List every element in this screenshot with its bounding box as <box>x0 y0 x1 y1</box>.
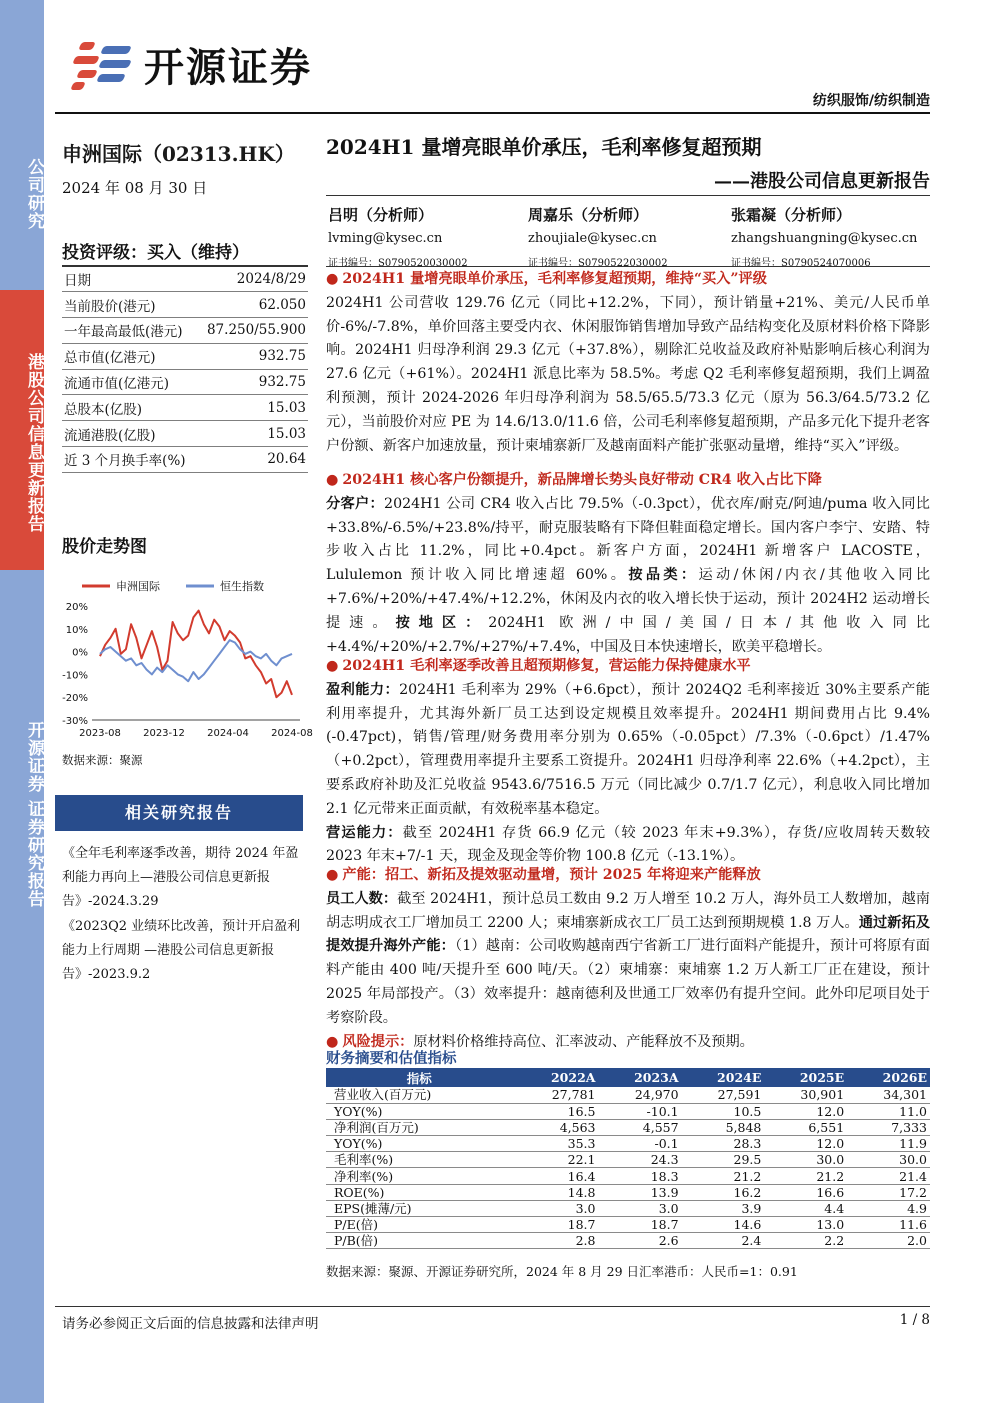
table-row <box>326 1200 930 1216</box>
bullet-icon: ● <box>326 271 339 287</box>
table-cell: 12.0 <box>764 1103 847 1119</box>
row-label: ROE(%) <box>326 1184 515 1200</box>
metric-label: 流通市值(亿港元) <box>62 369 197 395</box>
bullet-icon: ● <box>326 472 339 488</box>
metric-row <box>62 447 308 473</box>
table-cell: 30.0 <box>847 1152 930 1168</box>
y-tick-label: 20% <box>65 602 88 613</box>
table-cell: -10.1 <box>598 1103 681 1119</box>
related-report-item[interactable]: 《全年毛利率逐季改善，期待 2024 年盈利能力再向上—港股公司信息更新报告》-2024.3.29 <box>62 846 299 909</box>
table-header-cell: 2022A <box>515 1068 598 1087</box>
report-subtitle: ——港股公司信息更新报告 <box>714 171 930 192</box>
y-tick-label: -10% <box>62 670 88 682</box>
table-cell: 4.4 <box>764 1200 847 1216</box>
table-cell: 30,901 <box>764 1087 847 1103</box>
analyst-cert: 证书编号：S0790524070006 <box>731 258 871 269</box>
brand-logo <box>70 32 312 96</box>
disclaimer-note: 请务必参阅正文后面的信息披露和法律声明 <box>62 1316 319 1332</box>
financial-summary-table <box>326 1068 930 1249</box>
metric-label: 近 3 个月换手率(%) <box>62 447 197 473</box>
table-cell: 35.3 <box>515 1136 598 1152</box>
metric-label: 一年最高最低(港元) <box>62 318 197 344</box>
company-name: 申洲国际（02313.HK） <box>62 142 295 166</box>
section-heading: 2024H1 毛利率逐季改善且超预期修复，营运能力保持健康水平 <box>342 658 751 674</box>
chart-heading: 股价走势图 <box>62 537 147 557</box>
table-cell: 13.9 <box>598 1184 681 1200</box>
table-cell: 30.0 <box>764 1152 847 1168</box>
table-cell: 7,333 <box>847 1119 930 1135</box>
table-cell: 18.7 <box>598 1217 681 1233</box>
financial-table-title: 财务摘要和估值指标 <box>326 1050 457 1067</box>
table-cell: 3.0 <box>598 1200 681 1216</box>
section-heading: 2024H1 量增亮眼单价承压，毛利率修复超预期，维持“买入”评级 <box>342 271 767 287</box>
metric-label: 流通港股(亿股) <box>62 421 197 447</box>
bullet-icon: ● <box>326 1033 339 1050</box>
metric-row <box>62 395 308 421</box>
table-row <box>326 1119 930 1135</box>
paragraph: 2024H1 公司营收 129.76 亿元（同比+12.2%，下同），预计销量+21%、美元/人民币单价-6%/-7.8%，单价回落主要受内衣、休闲服饰销售增加导致产品结构变化及原材料价格下降影响。2024H1 归母净利润 29.3 亿元（+37.8%），剔除汇兑收益及政府补贴影响后核心利润为 27.6 亿元（+61%）。2024H1 派息比率为 58.5%。考虑 Q2 毛利率修复超预期，我们上调盈利预测，预计 2024-2026 年归母净利润为 58.5/65.5/73.3 亿元（原为 56.3/64.5/73.2 亿元），当前股价对应 PE 为 14.6/13.0/11.6 倍，公司毛利率修复超预期，产品多元化下提升老客户份额、新客户加速放量，预计柬埔寨新厂及越南面料产能扩张驱动量增，维持“买入”评级。 <box>326 294 930 454</box>
table-cell: 29.5 <box>682 1152 765 1168</box>
table-header-cell: 2026E <box>847 1068 930 1087</box>
analyst-card <box>731 204 931 269</box>
table-cell: 24.3 <box>598 1152 681 1168</box>
risk-heading: 风险提示： <box>342 1033 414 1050</box>
analyst-name: 吕明（分析师） <box>328 206 434 224</box>
section-rating <box>326 268 930 458</box>
table-cell: 2.6 <box>598 1233 681 1249</box>
table-cell: 22.1 <box>515 1152 598 1168</box>
row-label: 毛利率(%) <box>326 1152 515 1168</box>
metric-label: 日期 <box>62 266 197 292</box>
legend-label: 申洲国际 <box>116 580 160 593</box>
footer-divider <box>55 1306 930 1307</box>
table-cell: 4,563 <box>515 1119 598 1135</box>
band-label-report-type: 港股公司信息更新报告 <box>0 290 44 570</box>
metric-label: 总股本(亿股) <box>62 395 197 421</box>
paragraph: 营运能力：截至 2024H1 存货 66.9 亿元（较 2023 年末+9.3%），存货/应收周转天数较 2023 年末+7/-1 天，现金及现金等价物 100.8 亿元（-13.1%）。 <box>326 824 930 865</box>
table-cell: 11.0 <box>847 1103 930 1119</box>
report-date: 2024 年 08 月 30 日 <box>62 179 208 197</box>
table-cell: 4.9 <box>847 1200 930 1216</box>
table-header-cell: 2024E <box>682 1068 765 1087</box>
investment-rating: 投资评级：买入（维持） <box>62 243 249 263</box>
row-label: YOY(%) <box>326 1103 515 1119</box>
legend-label: 恒生指数 <box>220 580 264 593</box>
table-cell: 27,781 <box>515 1087 598 1103</box>
series-line <box>100 611 292 698</box>
table-cell: 21.2 <box>682 1168 765 1184</box>
y-tick-label: 0% <box>72 647 88 659</box>
table-cell: 16.4 <box>515 1168 598 1184</box>
row-label: 营业收入(百万元) <box>326 1087 515 1103</box>
table-cell: 3.9 <box>682 1200 765 1216</box>
table-cell: 3.0 <box>515 1200 598 1216</box>
table-row <box>326 1103 930 1119</box>
table-header-cell: 指标 <box>326 1068 515 1087</box>
table-cell: 27,591 <box>682 1087 765 1103</box>
table-row <box>326 1233 930 1249</box>
brand-name: 开源证券 <box>144 44 312 91</box>
table-cell: 16.2 <box>682 1184 765 1200</box>
y-tick-label: -30% <box>62 716 88 727</box>
metric-row <box>62 421 308 447</box>
section-customers <box>326 469 930 659</box>
keyword: 分客户： <box>326 495 385 512</box>
table-cell: 4,557 <box>598 1119 681 1135</box>
analyst-email[interactable]: zhoujiale@kysec.cn <box>528 231 657 246</box>
table-cell: 14.6 <box>682 1217 765 1233</box>
metric-row <box>62 292 308 318</box>
table-cell: 21.4 <box>847 1168 930 1184</box>
header-divider <box>55 112 930 114</box>
sector-label: 纺织服饰/纺织制造 <box>812 93 930 109</box>
section-heading: 2024H1 核心客户份额提升，新品牌增长势头良好带动 CR4 收入占比下降 <box>342 472 822 488</box>
report-title: 2024H1 量增亮眼单价承压，毛利率修复超预期 <box>326 135 762 159</box>
section-heading: 产能：招工、新拓及提效驱动量增，预计 2025 年将迎来产能释放 <box>342 867 761 883</box>
x-tick-label: 2023-12 <box>143 728 185 739</box>
table-cell: 10.5 <box>682 1103 765 1119</box>
table-cell: 18.3 <box>598 1168 681 1184</box>
financial-table-source: 数据来源：聚源、开源证券研究所，2024 年 8 月 29 日汇率港币：人民币=1：0.91 <box>326 1264 798 1279</box>
analyst-cert: 证书编号：S0790522030002 <box>528 258 668 269</box>
related-report-item[interactable]: 《2023Q2 业绩环比改善，预计开启盈利能力上行周期 —港股公司信息更新报告》-2023.9.2 <box>62 919 301 982</box>
logo-mark-icon <box>70 36 136 92</box>
metric-row <box>62 318 308 344</box>
y-tick-label: -20% <box>62 693 88 705</box>
table-row <box>326 1087 930 1103</box>
row-label: 净利率(%) <box>326 1168 515 1184</box>
analyst-card <box>528 204 728 269</box>
metric-value: 932.75 <box>197 343 308 369</box>
market-metrics-table <box>62 265 308 473</box>
bullet-icon: ● <box>326 658 339 674</box>
metric-label: 当前股价(港元) <box>62 292 197 318</box>
section-profitability <box>326 655 930 869</box>
table-cell: 2.4 <box>682 1233 765 1249</box>
metric-row <box>62 266 308 292</box>
table-cell: 16.6 <box>764 1184 847 1200</box>
metric-value: 15.03 <box>197 395 308 421</box>
metric-label: 总市值(亿港元) <box>62 343 197 369</box>
table-cell: 2.2 <box>764 1233 847 1249</box>
row-label: 净利润(百万元) <box>326 1119 515 1135</box>
table-header-cell: 2025E <box>764 1068 847 1087</box>
table-row <box>326 1184 930 1200</box>
section-capacity <box>326 864 930 1054</box>
price-trend-chart <box>58 570 313 742</box>
table-row <box>326 1168 930 1184</box>
analyst-email[interactable]: lvming@kysec.cn <box>328 231 443 246</box>
table-cell: 2.8 <box>515 1233 598 1249</box>
table-row <box>326 1152 930 1168</box>
metric-row <box>62 343 308 369</box>
bullet-icon: ● <box>326 867 339 883</box>
metric-value: 62.050 <box>197 292 308 318</box>
side-band <box>0 0 44 1403</box>
keyword: 营运能力： <box>326 824 403 841</box>
table-cell: 21.2 <box>764 1168 847 1184</box>
table-cell: 11.6 <box>847 1217 930 1233</box>
related-reports-heading: 相关研究报告 <box>55 795 303 831</box>
keyword: 员工人数： <box>326 890 398 907</box>
table-cell: 17.2 <box>847 1184 930 1200</box>
table-cell: 18.7 <box>515 1217 598 1233</box>
analyst-email[interactable]: zhangshuangning@kysec.cn <box>731 231 918 246</box>
page-number: 1 / 8 <box>899 1312 930 1328</box>
table-cell: 13.0 <box>764 1217 847 1233</box>
table-cell: 5,848 <box>682 1119 765 1135</box>
row-label: P/B(倍) <box>326 1233 515 1249</box>
keyword: 通过新拓及提效提升海外产能： <box>326 914 930 955</box>
table-header-cell: 2023A <box>598 1068 681 1087</box>
table-cell: 16.5 <box>515 1103 598 1119</box>
y-tick-label: 10% <box>65 624 88 636</box>
keyword: 按品类： <box>628 567 699 584</box>
row-label: EPS(摊薄/元) <box>326 1200 515 1216</box>
metric-value: 2024/8/29 <box>197 266 308 292</box>
table-row <box>326 1217 930 1233</box>
paragraph: 员工人数：截至 2024H1，预计总员工数由 9.2 万人增至 10.2 万人，海外员工人数增加，越南胡志明成衣工厂增加员工 2200 人；柬埔寨新成衣工厂员工达到预期规模 1.8 万人。通过新拓及提效提升海外产能：（1）越南：公司收购越南西宁省新工厂进行面料产能提升，预计可将原有面料产能由 400 吨/天提升至 600 吨/天。（2）柬埔寨：柬埔寨 1.2 万人新工厂正在建设，预计 2025 年局部投产。（3）效率提升：越南德利及世通工厂效率仍有提升空间。此外印尼项目处于考察阶段。 <box>326 890 930 1026</box>
analyst-card <box>328 204 528 269</box>
row-label: P/E(倍) <box>326 1217 515 1233</box>
metric-value: 932.75 <box>197 369 308 395</box>
metric-value: 15.03 <box>197 421 308 447</box>
metric-value: 87.250/55.900 <box>197 318 308 344</box>
analyst-divider <box>326 266 930 267</box>
risk-text: 原材料价格维持高位、汇率波动、产能释放不及预期。 <box>413 1033 754 1050</box>
analyst-name: 周嘉乐（分析师） <box>528 206 649 224</box>
table-row <box>326 1136 930 1152</box>
chart-source: 数据来源：聚源 <box>62 753 143 767</box>
metric-value: 20.64 <box>197 447 308 473</box>
x-tick-label: 2024-08 <box>271 728 313 739</box>
keyword: 盈利能力： <box>326 681 400 698</box>
x-tick-label: 2024-04 <box>207 728 249 739</box>
band-label-brand: 开源证券 证券研究报告 <box>24 720 44 908</box>
paragraph: 盈利能力：2024H1 毛利率为 29%（+6.6pct），预计 2024Q2 毛利率接近 30%主要系产能利用率提升，尤其海外新厂员工达到设定规模且效率提升。2024H1 期间费用占比 9.4% (-0.47pct)，销售/管理/财务费用率分别为 0.65%（-0.05pct）/7.3%（-0.6pct）/1.47%（+0.2pct），管理费用率提升主要系工资提升。2024H1 归母净利率 22.6%（+4.2pct），主要系政府补助及汇兑收益 9543.6/7516.5 万元（同比减少 0.7/1.7 亿元），利息收入同比增加 2.1 亿元带来正面贡献，有效税率基本稳定。 <box>326 681 930 817</box>
table-cell: 34,301 <box>847 1087 930 1103</box>
table-cell: 2.0 <box>847 1233 930 1249</box>
analyst-cert: 证书编号：S0790520030002 <box>328 258 468 269</box>
metric-row <box>62 369 308 395</box>
table-cell: 24,970 <box>598 1087 681 1103</box>
keyword: 按地区： <box>395 614 489 631</box>
title-divider <box>326 195 930 196</box>
x-tick-label: 2023-08 <box>79 728 121 739</box>
table-cell: 12.0 <box>764 1136 847 1152</box>
table-cell: 6,551 <box>764 1119 847 1135</box>
paragraph: 分客户：2024H1 公司 CR4 收入占比 79.5%（-0.3pct），优衣库/耐克/阿迪/puma 收入同比+33.8%/-6.5%/+23.8%/持平，耐克服装略有下降但鞋面稳定增长。国内客户李宁、安踏、特步收入占比 11.2%，同比+0.4pct。新客户方面，2024H1 新增客户 LACOSTE，Lululemon 预计收入同比增速超 60%。按品类：运动/休闲/内衣/其他收入同比+7.6%/+20%/+47.4%/+12.2%，休闲及内衣的收入增长快于运动，预计 2024H2 运动增长提速。按地区：2024H1 欧洲/中国/美国/日本/其他收入同比+4.4%/+20%/+2.7%/+27%/+7.4%，中国及日本快速增长，欧美平稳增长。 <box>326 495 931 655</box>
table-cell: 14.8 <box>515 1184 598 1200</box>
table-cell: -0.1 <box>598 1136 681 1152</box>
analyst-name: 张霜凝（分析师） <box>731 206 852 224</box>
band-label-research: 公司研究 <box>24 158 44 230</box>
table-cell: 11.9 <box>847 1136 930 1152</box>
table-cell: 28.3 <box>682 1136 765 1152</box>
row-label: YOY(%) <box>326 1136 515 1152</box>
